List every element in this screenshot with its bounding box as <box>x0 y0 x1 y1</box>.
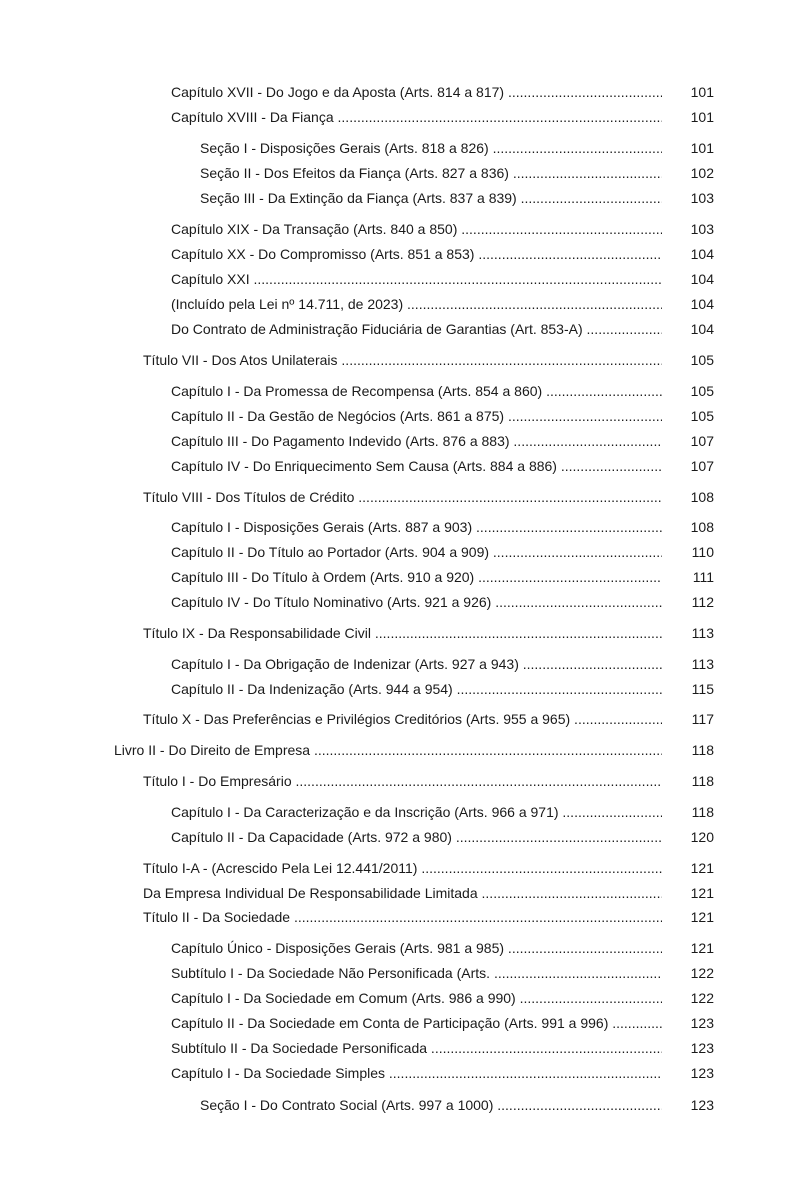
toc-entry[interactable] <box>0 349 800 371</box>
toc-entry-label: Capítulo XVIII - Da Fiança ..... <box>171 106 662 128</box>
toc-entry[interactable] <box>0 218 800 240</box>
toc-entry[interactable] <box>0 937 800 959</box>
toc-entry-page: 118 <box>691 804 714 820</box>
toc-entry[interactable] <box>0 622 800 644</box>
toc-entry-page: 105 <box>690 383 714 399</box>
toc-entry[interactable] <box>0 187 800 209</box>
toc-entry[interactable] <box>0 137 800 159</box>
toc-entry[interactable] <box>0 801 800 823</box>
toc-entry-page: 118 <box>691 773 714 789</box>
toc-entry-page: 113 <box>691 656 714 672</box>
toc-entry[interactable] <box>0 318 800 340</box>
toc-entry-label: Capítulo IV - Do Enriquecimento Sem Causa (Arts. 884 a 886) ..... <box>171 455 662 477</box>
toc-entry-page: 104 <box>690 271 714 287</box>
toc-entry-page: 104 <box>690 246 714 262</box>
toc-entry-page: 103 <box>690 190 714 206</box>
toc-entry-label: Capítulo XXI ..... <box>171 268 662 290</box>
toc-entry-label: Seção I - Disposições Gerais (Arts. 818 a 826) ..... <box>200 137 662 159</box>
toc-entry-label: Capítulo I - Da Obrigação de Indenizar (Arts. 927 a 943) ..... <box>171 653 662 675</box>
toc-entry-page: 123 <box>690 1015 714 1031</box>
toc-entry[interactable] <box>0 770 800 792</box>
toc-entry-label: Subtítulo I - Da Sociedade Não Personificada (Arts. ..... <box>171 962 662 984</box>
toc-entry-page: 105 <box>690 408 714 424</box>
toc-entry-label: Capítulo XIX - Da Transação (Arts. 840 a 850) ..... <box>171 218 662 240</box>
toc-entry[interactable] <box>0 516 800 538</box>
toc-entry-page: 121 <box>690 860 714 876</box>
toc-entry-label: Capítulo I - Da Sociedade Simples ..... <box>171 1062 662 1084</box>
toc-entry-label: Livro II - Do Direito de Empresa ..... <box>114 739 662 761</box>
toc-entry-page: 107 <box>690 433 714 449</box>
toc-entry-label: Capítulo XVII - Do Jogo e da Aposta (Arts. 814 a 817) ..... <box>171 81 662 103</box>
toc-entry-label: Título I - Do Empresário ..... <box>143 770 662 792</box>
toc-entry-label: Capítulo III - Do Título à Ordem (Arts. 910 a 920) ..... <box>171 566 662 588</box>
toc-entry-label: Título II - Da Sociedade ..... <box>143 906 662 928</box>
toc-entry-label: Título VII - Dos Atos Unilaterais ..... <box>143 349 662 371</box>
toc-entry-page: 107 <box>690 458 714 474</box>
toc-entry-page: 108 <box>690 489 714 505</box>
toc-entry-label: Capítulo III - Do Pagamento Indevido (Arts. 876 a 883) ..... <box>171 430 662 452</box>
toc-entry-label: Seção III - Da Extinção da Fiança (Arts. 837 a 839) ..... <box>200 187 662 209</box>
toc-entry-page: 101 <box>690 140 714 156</box>
toc-entry[interactable] <box>0 857 800 879</box>
toc-entry-label: Capítulo II - Da Indenização (Arts. 944 a 954) ..... <box>171 678 662 700</box>
toc-entry-page: 111 <box>692 569 714 585</box>
toc-entry-page: 101 <box>690 84 714 100</box>
toc-entry-label: Capítulo I - Disposições Gerais (Arts. 887 a 903) ..... <box>171 516 662 538</box>
toc-entry[interactable] <box>0 106 800 128</box>
toc-entry-label: Capítulo II - Do Título ao Portador (Arts. 904 a 909) ..... <box>171 541 662 563</box>
toc-entry-label: Seção II - Dos Efeitos da Fiança (Arts. 827 a 836) ..... <box>200 162 662 184</box>
toc-entry-label: Capítulo Único - Disposições Gerais (Arts. 981 a 985) ..... <box>171 937 662 959</box>
toc-entry-label: (Incluído pela Lei nº 14.711, de 2023) ..... <box>171 293 662 315</box>
toc-entry[interactable] <box>0 708 800 730</box>
toc-entry[interactable] <box>0 380 800 402</box>
toc-entry-page: 123 <box>690 1065 714 1081</box>
toc-entry-page: 113 <box>691 625 714 641</box>
toc-entry-page: 121 <box>690 885 714 901</box>
toc-entry-page: 103 <box>690 221 714 237</box>
toc-entry[interactable] <box>0 430 800 452</box>
toc-entry-page: 121 <box>690 940 714 956</box>
toc-entry[interactable] <box>0 962 800 984</box>
toc-entry-page: 123 <box>690 1040 714 1056</box>
toc-entry-label: Subtítulo II - Da Sociedade Personificada ..... <box>171 1037 662 1059</box>
toc-entry[interactable] <box>0 268 800 290</box>
toc-entry[interactable] <box>0 486 800 508</box>
toc-entry-page: 112 <box>691 594 714 610</box>
toc-entry[interactable] <box>0 906 800 928</box>
toc-entry[interactable] <box>0 678 800 700</box>
toc-entry-label: Título X - Das Preferências e Privilégios Creditórios (Arts. 955 a 965) ..... <box>143 708 662 730</box>
toc-entry-page: 104 <box>690 321 714 337</box>
toc-entry-label: Capítulo I - Da Caracterização e da Inscrição (Arts. 966 a 971) ..... <box>171 801 662 823</box>
toc-entry[interactable] <box>0 987 800 1009</box>
toc-entry[interactable] <box>0 826 800 848</box>
toc-entry-page: 122 <box>690 990 714 1006</box>
toc-entry-label: Capítulo I - Da Sociedade em Comum (Arts. 986 a 990) ..... <box>171 987 662 1009</box>
toc-entry-label: Capítulo XX - Do Compromisso (Arts. 851 a 853) ..... <box>171 243 662 265</box>
toc-entry[interactable] <box>0 162 800 184</box>
toc-entry-page: 108 <box>690 519 714 535</box>
toc-entry[interactable] <box>0 653 800 675</box>
toc-entry-page: 101 <box>690 109 714 125</box>
toc-entry-page: 110 <box>691 544 714 560</box>
toc-entry-page: 120 <box>690 829 714 845</box>
toc-entry[interactable] <box>0 293 800 315</box>
toc-entry[interactable] <box>0 1094 800 1116</box>
toc-entry-label: Título I-A - (Acrescido Pela Lei 12.441/2011) ..... <box>143 857 662 879</box>
toc-entry-page: 123 <box>690 1097 714 1113</box>
toc-entry-label: Capítulo II - Da Capacidade (Arts. 972 a 980) ..... <box>171 826 662 848</box>
toc-entry[interactable] <box>0 591 800 613</box>
toc-entry-label: Capítulo I - Da Promessa de Recompensa (Arts. 854 a 860) ..... <box>171 380 662 402</box>
toc-entry[interactable] <box>0 566 800 588</box>
toc-entry[interactable] <box>0 739 800 761</box>
toc-entry-page: 115 <box>691 681 714 697</box>
toc-entry-label: Do Contrato de Administração Fiduciária de Garantias (Art. 853-A) ..... <box>171 318 662 340</box>
toc-entry-label: Título VIII - Dos Títulos de Crédito ..... <box>143 486 662 508</box>
toc-entry[interactable] <box>0 243 800 265</box>
toc-entry-page: 122 <box>690 965 714 981</box>
toc-entry-page: 118 <box>691 742 714 758</box>
toc-entry[interactable] <box>0 455 800 477</box>
toc-entry-page: 102 <box>690 165 714 181</box>
toc-entry-page: 117 <box>691 711 714 727</box>
toc-entry[interactable] <box>0 1062 800 1084</box>
toc-entry-label: Capítulo II - Da Sociedade em Conta de Participação (Arts. 991 a 996) ..... <box>171 1012 662 1034</box>
toc-entry-page: 104 <box>690 296 714 312</box>
toc-entry-label: Capítulo IV - Do Título Nominativo (Arts. 921 a 926) ..... <box>171 591 662 613</box>
toc-entry[interactable] <box>0 541 800 563</box>
toc-entry[interactable] <box>0 1012 800 1034</box>
toc-entry[interactable] <box>0 1037 800 1059</box>
toc-entry-label: Capítulo II - Da Gestão de Negócios (Arts. 861 a 875) ..... <box>171 405 662 427</box>
toc-entry-page: 105 <box>690 352 714 368</box>
toc-entry-label: Da Empresa Individual De Responsabilidade Limitada ..... <box>143 882 662 904</box>
toc-entry[interactable] <box>0 405 800 427</box>
toc-entry-page: 121 <box>690 909 714 925</box>
toc-entry[interactable] <box>0 882 800 904</box>
toc-entry[interactable] <box>0 81 800 103</box>
toc-entry-label: Seção I - Do Contrato Social (Arts. 997 a 1000) ..... <box>200 1094 662 1116</box>
toc-entry-label: Título IX - Da Responsabilidade Civil ..... <box>143 622 662 644</box>
